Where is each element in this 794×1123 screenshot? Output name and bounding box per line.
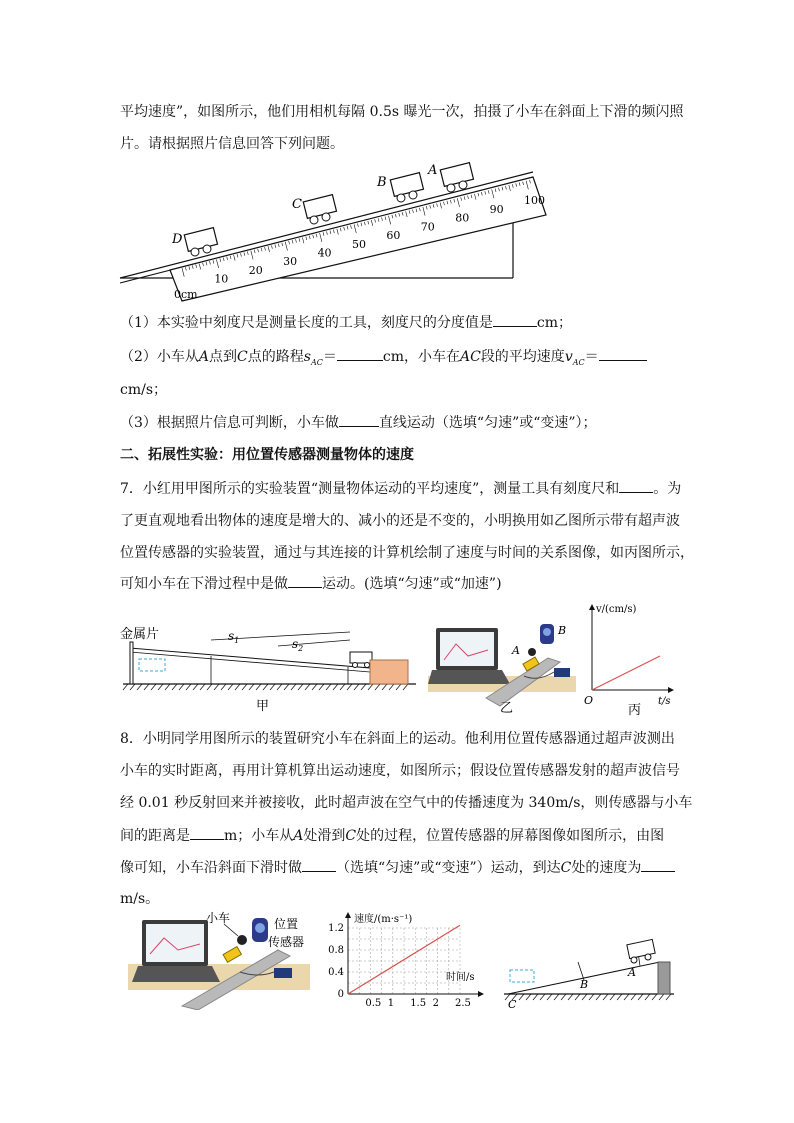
bing-ylabel: v/(cm/s) [596,604,637,615]
q7-line1 [120,478,680,499]
segment-AC: AC [459,349,481,365]
cart-label-B: B [377,175,387,190]
q6-intro-line2: 片。请根据照片信息回答下列问题。 [120,136,344,152]
q8-line4-text-c: 处滑到 [303,828,346,844]
q8-line4-text-a: 间的距离是 [120,828,190,844]
y-tick-label: 0.4 [328,967,344,978]
q8-line6: m/s。 [120,891,160,907]
q8-line3: 经 0.01 秒反射回来并被接收，此时超声波在空气中的传播速度为 340m/s，则传感器与小车 [120,795,693,811]
incline-ruler-figure [118,160,548,306]
s2-label: $s_2$ [292,637,304,653]
cart-label-A: A [428,163,438,178]
equals: ＝ [584,349,599,365]
caption-bing: 丙 [628,703,642,716]
x-tick-label: 2.5 [455,998,471,1009]
ruler-tick-label: 90 [489,202,504,216]
q6-sub2-text-f: 段的平均速度 [480,349,565,365]
q6-sub2-blank-s[interactable] [337,346,383,361]
q6-sub1-text: （1）本实验中刻度尺是测量长度的工具，刻度尺的分度值是 [120,315,493,331]
q7-line4-text: 可知小车在下滑过程中是做 [120,576,288,592]
ruler-tick-label: 40 [317,246,332,260]
q8-line1: 8．小明同学用图所示的装置研究小车在斜面上的运动。他利用位置传感器通过超声波测出 [120,731,675,747]
cart-B [390,173,423,202]
y-tick-labels [328,923,344,1000]
q7-line4-end: 运动。(选填“匀速”或“加速”) [322,576,502,592]
cart-C [303,195,336,224]
caption-jia: 甲 [256,699,270,712]
equals: ＝ [322,349,337,365]
q6-sub3 [120,412,680,433]
figure-yi-photo [428,616,576,716]
y-tick-label: 1.2 [328,923,344,934]
ruler-tick-label: 70 [420,220,435,234]
series-line [348,925,460,994]
q6-sub2 [120,346,680,373]
cart-label-C: C [292,197,302,212]
q6-sub3-blank[interactable] [339,412,379,427]
q6-sub1 [120,312,680,333]
q8-incline-figure [500,932,680,1012]
cart-label-D: D [172,232,183,247]
x-tick-labels [365,998,471,1009]
incline-label-A: A [628,966,636,979]
chart-ylabel: 速度/(m·s⁻¹) [354,914,413,925]
q8-blank-motion[interactable] [302,857,336,872]
x-tick-label: 2 [432,998,439,1009]
q8-line4-text-b: m；小车从 [224,828,294,844]
q7-line4 [120,573,680,594]
q8-line2: 小车的实时距离，再用计算机算出运动速度，如图所示；假设位置传感器发射的超声波信号 [120,763,680,779]
figure-jia-incline [118,612,418,712]
q8-point-C2: C [560,860,572,876]
y-tick-label: 0.8 [328,945,344,956]
yi-label-B: B [558,624,567,637]
bing-xlabel: t/s [658,696,671,707]
q6-sub1-unit: cm； [536,315,573,331]
figure-bing-vt-graph [582,600,680,716]
q6-sub2-text-e: cm，小车在 [382,349,460,365]
metal-sheet-label: 金属片 [120,627,160,642]
q7-line2: 了更直观地看出物体的速度是增大的、减小的还是不变的，小明换用如乙图所示带有超声波 [120,513,680,529]
q7-line1-text: 7．小红用甲图所示的实验装置“测量物体运动的平均速度”，测量工具有刻度尺和 [120,481,620,497]
symbol-s-sub: AC [310,357,323,367]
caption-yi: 乙 [500,701,514,716]
q8-line5 [120,857,680,878]
ruler-tick-label: 80 [455,211,470,225]
ruler-tick-label: 30 [283,255,298,269]
q8-line4-text-d: 处的过程，位置传感器的屏幕图像如图所示，由图 [356,828,665,844]
q7-blank-tool[interactable] [619,478,653,493]
q6-sub3-text-a: （3）根据照片信息可判断，小车做 [120,415,339,431]
q8-line5-text-b: （选填“匀速”或“变速”）运动，到达 [336,860,561,876]
cart-D [184,228,217,256]
ruler-tick-label: 60 [386,229,401,243]
chart-xlabel: 时间/s [446,972,475,983]
symbol-v-sub: AC [572,357,585,367]
q8-point-C: C [345,828,357,844]
ruler-tick-label: 50 [351,237,366,251]
q8-blank-speed[interactable] [641,857,675,872]
y-tick-label: 0 [337,989,344,1000]
ruler-tick-label: 20 [248,263,263,277]
q8-apparatus-photo [128,906,310,1010]
ground-hatch [123,684,408,690]
q6-sub3-text-b: 直线运动（选填“匀速”或“变速”）； [378,415,597,431]
bing-origin: O [584,694,594,707]
s1-label: $s_1$ [228,629,240,645]
q6-sub2-blank-v[interactable] [599,346,647,361]
q8-line4 [120,825,680,846]
q7-blank-motion[interactable] [288,573,322,588]
q8-line5-text-c: 处的速度为 [571,860,642,876]
q8-blank-distance[interactable] [190,825,224,840]
sensor-label-1: 位置 [274,917,299,931]
cart-label: 小车 [206,911,231,925]
yi-label-A: A [512,644,520,657]
symbol-v: v [564,349,573,365]
x-tick-label: 1 [387,998,395,1009]
velocity-time-chart [318,912,490,1012]
symbol-s: s [303,349,311,365]
cart-A [440,163,473,192]
point-C: C [237,349,248,365]
incline-label-B: B [580,978,589,991]
q7-line1-end: 。为 [653,481,682,497]
q6-sub2-text-c: 点的路程 [247,349,304,365]
point-A: A [198,349,210,365]
x-tick-label: 0.5 [365,998,382,1009]
q8-line5-text-a: 像可知，小车沿斜面下滑时做 [120,860,302,876]
x-tick-label: 1.5 [410,998,427,1009]
incline-label-C: C [508,998,517,1011]
ground-hatch [505,994,671,1000]
q6-sub2-text-a: （2）小车从 [120,349,199,365]
vt-line [592,656,660,690]
q6-sub1-blank[interactable] [493,312,537,327]
q7-line3: 位置传感器的实验装置，通过与其连接的计算机绘制了速度与时间的关系图像，如丙图所示， [120,545,694,561]
q8-point-A: A [293,828,304,844]
ruler-tick-label: 100 [524,194,546,208]
ruler-tick-label: 10 [214,272,229,286]
q6-sub2-text-b: 点到 [209,349,238,365]
ruler-zero-label: 0cm [174,288,198,301]
q6-intro-line1: 平均速度”，如图所示，他们用相机每隔 0.5s 曝光一次，拍摄了小车在斜面上下滑的频闪照 [120,104,684,120]
chart-series [348,925,460,994]
q6-sub2-unit: cm/s； [120,382,168,398]
section-title: 二、拓展性实验：用位置传感器测量物体的速度 [120,447,414,463]
sensor-label-2: 传感器 [268,935,305,949]
